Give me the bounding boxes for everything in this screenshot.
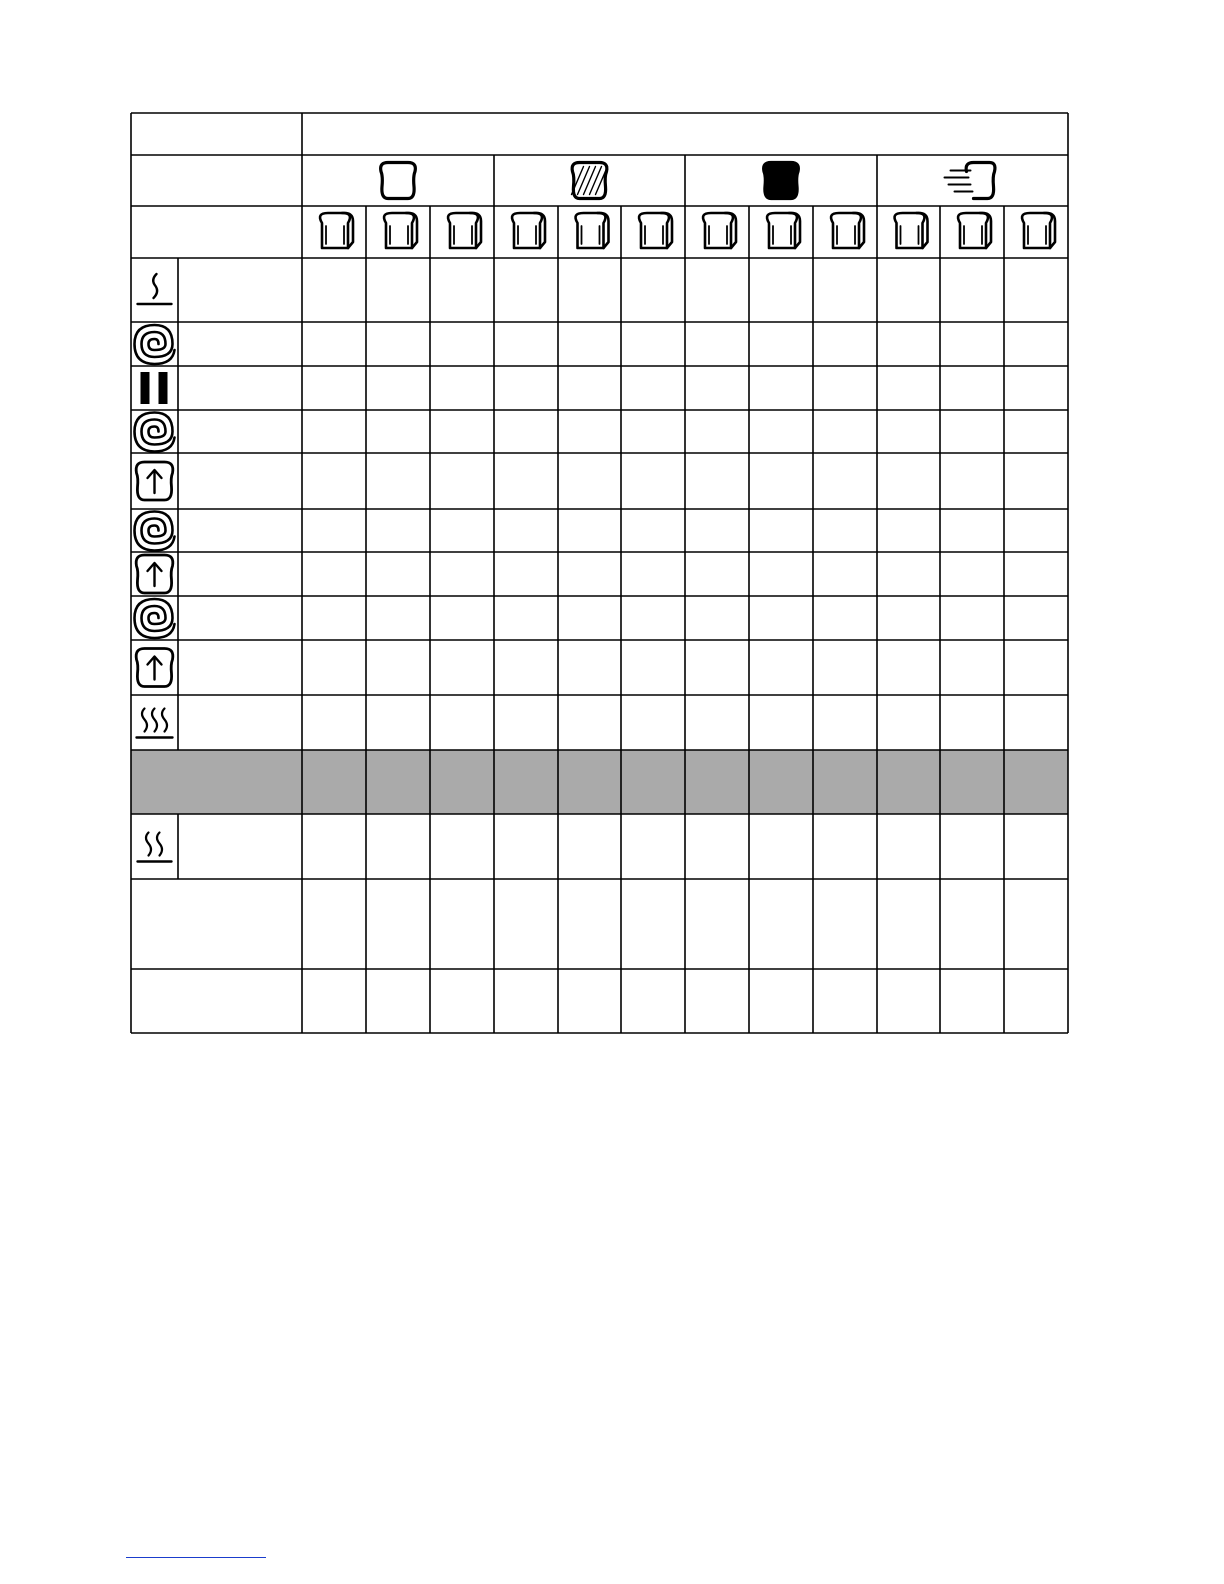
loaf-icon [767, 213, 800, 248]
loaf-icon [895, 213, 928, 248]
footer-rule [126, 1557, 266, 1558]
bake-icon [137, 709, 173, 738]
bread-crust-light-icon [381, 163, 416, 199]
knead-icon [135, 599, 175, 638]
table-gridlines [131, 113, 1068, 1033]
preheat-icon [138, 274, 172, 304]
bread-crust-dark-icon [764, 163, 799, 199]
rise-icon [136, 462, 173, 500]
loaf-icon [639, 213, 672, 248]
loaf-icon [512, 213, 545, 248]
loaf-icon [703, 213, 736, 248]
rise-icon [136, 649, 173, 687]
loaf-icon [384, 213, 417, 248]
bread-crust-rapid-icon [945, 163, 995, 199]
knead-icon [135, 512, 175, 551]
keep-warm-icon [138, 833, 172, 862]
bread-crust-medium-icon [572, 163, 608, 199]
loaf-icon [448, 213, 481, 248]
rise-icon [136, 555, 173, 593]
rest-icon [141, 372, 168, 404]
loaf-icon [576, 213, 609, 248]
loaf-icon [320, 213, 353, 248]
loaf-icon [831, 213, 864, 248]
knead-icon [135, 413, 175, 452]
loaf-icon [1022, 213, 1055, 248]
shaded-row [131, 750, 1068, 814]
loaf-icon [958, 213, 991, 248]
knead-icon [135, 325, 175, 364]
